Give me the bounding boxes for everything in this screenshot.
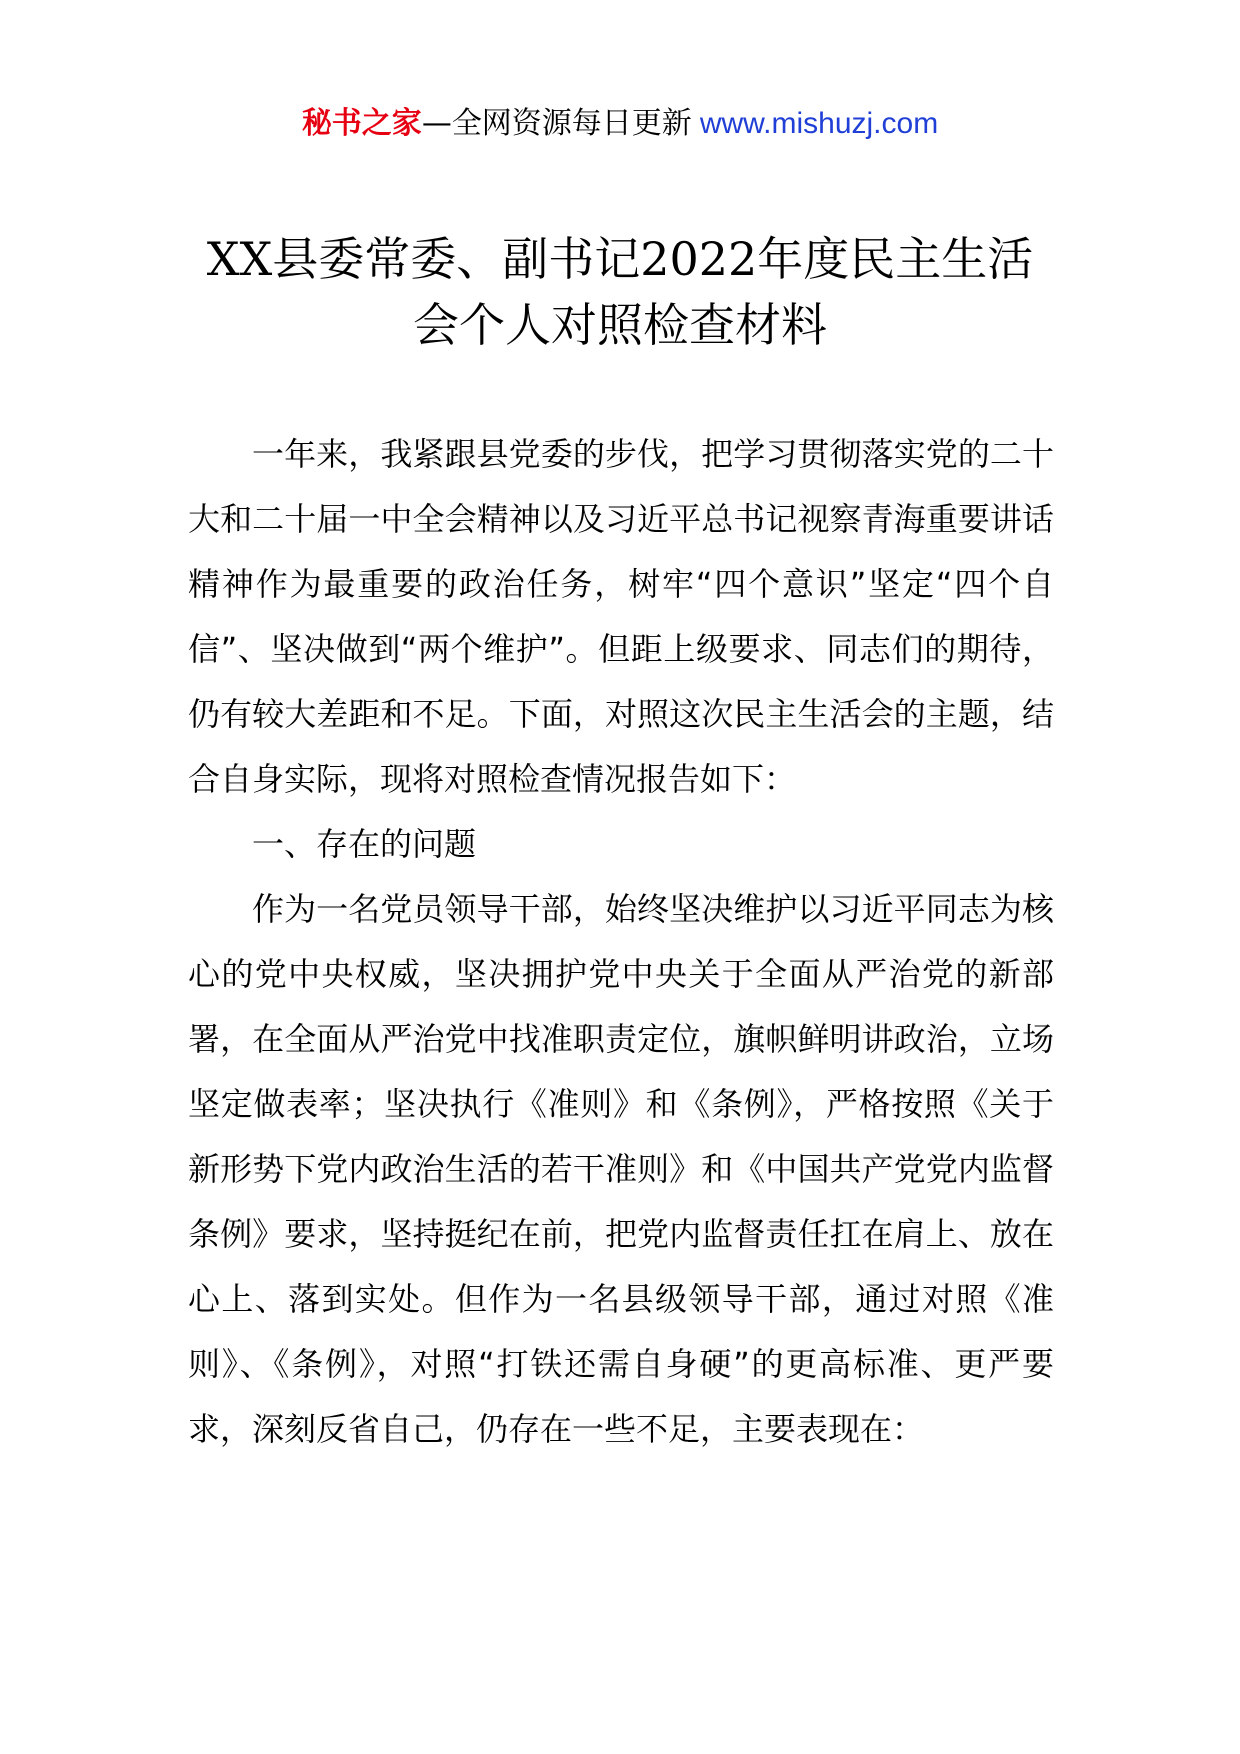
paragraph-problems: 作为一名党员领导干部，始终坚决维护以习近平同志为核心的党中央权威，坚决拥护党中央关于全面从严治党的新部署，在全面从严治党中找准职责定位，旗帜鲜明讲政治，立场坚定做表率；坚决执行《准则》和《条例》，严格按照《关于新形势下党内政治生活的若干准则》和《中国共产党党内监督条例》要求，坚持挺纪在前，把党内监督责任扛在肩上、放在心上、落到实处。但作为一名县级领导干部，通过对照《准则》、《条例》，对照“打铁还需自身硬”的更高标准、更严要求，深刻反省自己，仍存在一些不足，主要表现在： — [188, 890, 1054, 1448]
site-url-link[interactable]: www.mishuzj.com — [699, 107, 939, 140]
paragraph-intro: 一年来，我紧跟县党委的步伐，把学习贯彻落实党的二十大和二十届一中全会精神以及习近平总书记视察青海重要讲话精神作为最重要的政治任务，树牢“四个意识”坚定“四个自信”、坚决做到“两个维护”。但距上级要求、同志们的期待，仍有较大差距和不足。下面，对照这次民主生活会的主题，结合自身实际，现将对照检查情况报告如下： — [188, 435, 1054, 798]
brand-name: 秘书之家 — [301, 106, 422, 141]
title-line-2: 会个人对照检查材料 — [413, 298, 827, 352]
site-header — [0, 104, 1240, 144]
section-heading: 一、存在的问题 — [252, 825, 477, 863]
header-slogan: —全网资源每日更新 — [421, 106, 692, 141]
document-body — [188, 422, 1054, 1462]
title-line-1: XX县委常委、副书记2022年度民主生活 — [206, 232, 1034, 286]
document-title — [180, 226, 1060, 358]
